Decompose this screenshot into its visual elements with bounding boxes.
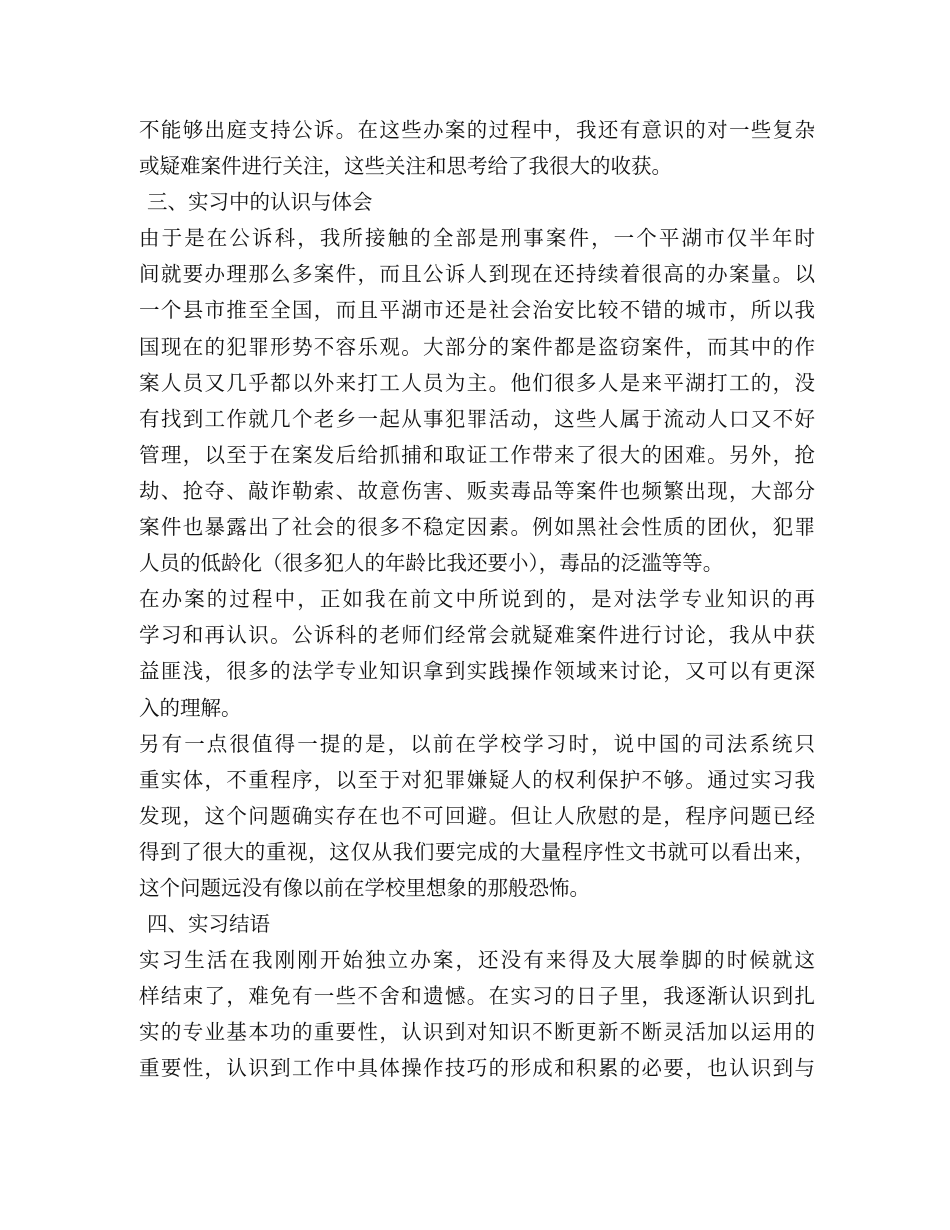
text-line: 国现在的犯罪形势不容乐观。大部分的案件都是盗窃案件，而其中的作 (139, 334, 815, 359)
section-heading: 三、实习中的认识与体会 (147, 190, 373, 215)
text-line: 一个县市推至全国，而且平湖市还是社会治安比较不错的城市，所以我 (139, 298, 815, 323)
text-line: 得到了很大的重视，这仅从我们要完成的大量程序性文书就可以看出来， (139, 839, 815, 864)
text-line: 重要性，认识到工作中具体操作技巧的形成和积累的必要，也认识到与 (139, 1056, 815, 1081)
section-heading: 四、实习结语 (147, 912, 270, 937)
text-line: 重实体，不重程序，以至于对犯罪嫌疑人的权利保护不够。通过实习我 (139, 767, 815, 792)
text-line: 入的理解。 (139, 695, 242, 720)
text-line: 实的专业基本功的重要性，认识到对知识不断更新不断灵活加以运用的 (139, 1020, 815, 1045)
text-line: 不能够出庭支持公诉。在这些办案的过程中，我还有意识的对一些复杂 (139, 118, 815, 142)
text-line: 劫、抢夺、敲诈勒索、故意伤害、贩卖毒品等案件也频繁出现，大部分 (139, 478, 815, 503)
text-line: 学习和再认识。公诉科的老师们经常会就疑难案件进行讨论，我从中获 (139, 623, 815, 648)
text-line: 管理，以至于在案发后给抓捕和取证工作带来了很大的困难。另外，抢 (139, 442, 815, 467)
text-line: 益匪浅，很多的法学专业知识拿到实践操作领域来讨论，又可以有更深 (139, 659, 815, 684)
text-line: 在办案的过程中，正如我在前文中所说到的，是对法学专业知识的再 (139, 587, 815, 612)
text-line: 样结束了，难免有一些不舍和遗憾。在实习的日子里，我逐渐认识到扎 (139, 984, 815, 1009)
text-line: 有找到工作就几个老乡一起从事犯罪活动，这些人属于流动人口又不好 (139, 406, 815, 431)
text-line: 案人员又几乎都以外来打工人员为主。他们很多人是来平湖打工的，没 (139, 370, 815, 395)
text-line: 另有一点很值得一提的是，以前在学校学习时，说中国的司法系统只 (139, 731, 815, 756)
text-line: 这个问题远没有像以前在学校里想象的那般恐怖。 (139, 875, 590, 900)
body-text (139, 112, 815, 1087)
text-line: 实习生活在我刚刚开始独立办案，还没有来得及大展拳脚的时候就这 (139, 948, 815, 973)
text-line: 人员的低龄化（很多犯人的年龄比我还要小），毒品的泛滥等等。 (139, 551, 724, 576)
text-line: 间就要办理那么多案件，而且公诉人到现在还持续着很高的办案量。以 (139, 262, 815, 287)
text-line: 或疑难案件进行关注，这些关注和思考给了我很大的收获。 (139, 154, 672, 179)
text-line: 发现，这个问题确实存在也不可回避。但让人欣慰的是，程序问题已经 (139, 803, 815, 828)
text-line: 案件也暴露出了社会的很多不稳定因素。例如黑社会性质的团伙，犯罪 (139, 515, 815, 540)
text-line: 由于是在公诉科，我所接触的全部是刑事案件，一个平湖市仅半年时 (139, 226, 815, 251)
